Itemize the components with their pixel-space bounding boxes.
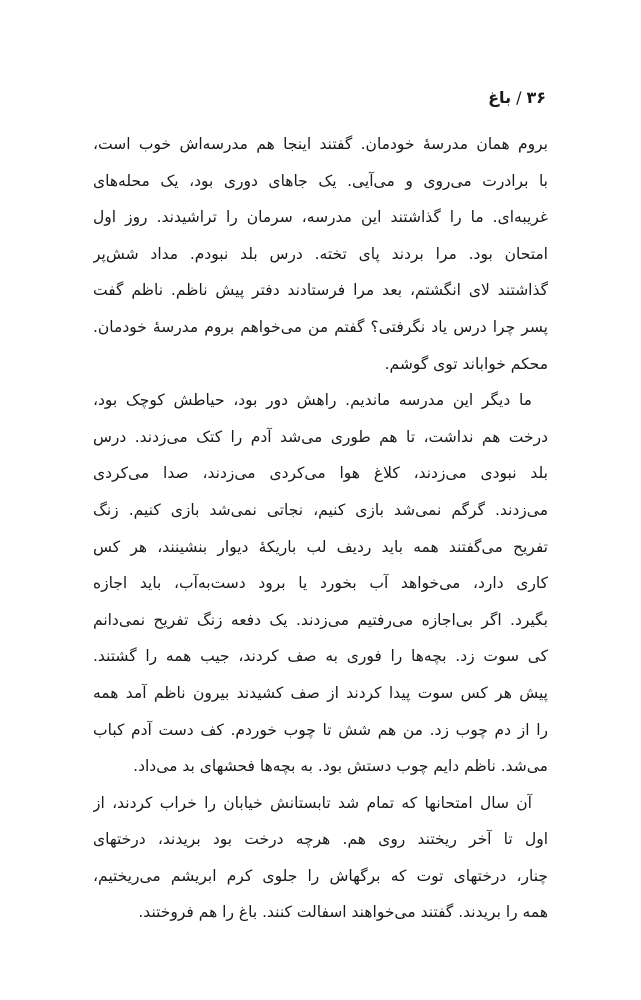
text-line: را از دم چوب زد. من هم شش تا چوب خوردم. کف دست آدم کباب: [93, 720, 548, 739]
text-line: ما دیگر این مدرسه ماندیم. راهش دور بود، حیاطش کوچک بود،: [93, 391, 532, 410]
text-line: تفریح می‌گفتند همه باید ردیف لب باریکهٔ دیوار بنشینند، هر کس: [93, 537, 548, 556]
text-line: اول تا آخر ریختند روی هم. هرچه درخت بود بریدند، درختهای: [93, 830, 548, 849]
running-header: [488, 88, 546, 108]
text-line: کی سوت زد. بچه‌ها را فوری به صف کردند، جیب همه را گشتند.: [93, 647, 548, 666]
text-line: امتحان بود. مرا بردند پای تخته. درس بلد نبودم. مداد شش‌پر: [93, 244, 548, 263]
text-line: بلد نبودی می‌زدند، کلاغ هوا می‌کردی می‌زدند، صدا می‌کردی: [93, 464, 548, 483]
page-number: ۳۶: [526, 88, 546, 107]
text-line: همه را بریدند. گفتند می‌خواهند اسفالت کنند. باغ را هم فروختند.: [138, 903, 548, 922]
text-line: چنار، درختهای توت که برگهاش را جلوی کرم ابریشم می‌ریختیم،: [93, 866, 548, 885]
text-line: درخت هم نداشت، تا هم طوری می‌شد آدم را کتک می‌زدند. درس: [93, 427, 548, 446]
text-line: گذاشتند لای انگشتم، بعد مرا فرستادند دفتر پیش ناظم. ناظم گفت: [93, 281, 548, 300]
section-title: باغ: [488, 88, 512, 107]
text-line: با برادرت می‌روی و می‌آیی. یک جاهای دوری بود، یک محله‌های: [93, 171, 548, 190]
text-line: می‌زدند. گرگم نمی‌شد بازی کنیم، نجاتی نمی‌شد بازی کنیم. زنگ: [93, 500, 548, 519]
header-separator: /: [516, 88, 522, 107]
text-line: بگیرد. اگر بی‌اجازه می‌رفتیم می‌زدند. یک دفعه زنگ تفریح نمی‌دانم: [93, 610, 548, 629]
text-line: پیش هر کس سوت پیدا کردند از صف کشیدند بیرون ناظم آمد همه: [93, 683, 548, 702]
text-line: بروم همان مدرسهٔ خودمان. گفتند اینجا هم مدرسه‌اش خوب است،: [93, 135, 548, 153]
text-line: آن سال امتحانها که تمام شد تابستانش خیابان را خراب کردند، از: [93, 793, 532, 812]
body-text: [93, 126, 548, 931]
text-line: محکم خواباند توی گوشم.: [384, 354, 548, 373]
text-line: کاری دارد، می‌خواهد آب بخورد یا برود دست‌به‌آب، باید اجازه: [93, 574, 548, 593]
text-line: می‌شد. ناظم دایم چوب دستش بود. به بچه‌ها فحشهای بد می‌داد.: [133, 757, 548, 776]
text-line: غریبه‌ای. ما را گذاشتند این مدرسه، سرمان را تراشیدند. روز اول: [93, 208, 548, 227]
text-line: پسر چرا درس یاد نگرفتی؟ گفتم من می‌خواهم بروم مدرسهٔ خودمان.: [93, 317, 548, 336]
